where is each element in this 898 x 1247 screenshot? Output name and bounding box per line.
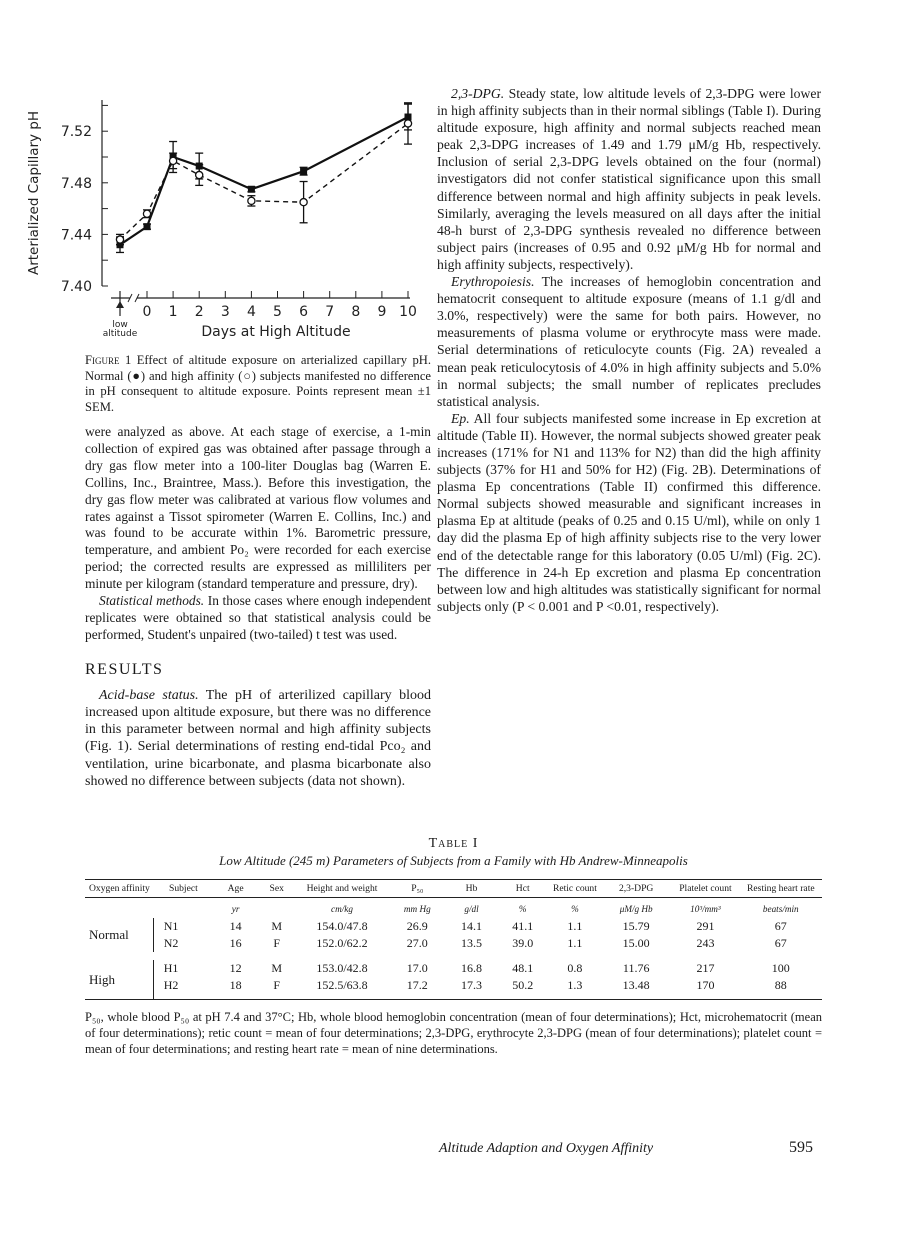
data-point-normal [248,186,255,193]
erythropoiesis-paragraph [437,273,821,410]
header-cell: Retic count [552,883,597,894]
header-cell: Sex [269,883,284,894]
unit-cell: mm Hg [388,898,446,919]
unit-cell: g/dl [446,898,496,919]
caption-text: Effect of altitude exposure on arterialized capillary pH. Normal (●) and high affinity (○) subjects manifested no difference in pH consequent to altitude exposure. Points represent mean ±1 SEM. [85,353,432,414]
unit-cell [153,898,213,919]
data-point-high-affinity [248,197,255,204]
page-footer [437,1141,821,1163]
unit-cell: μM/g Hb [601,898,671,919]
x-tick-label: 9 [377,304,387,320]
header-cell: Resting heart rate [746,883,815,894]
x-tick-label: 6 [299,304,309,320]
group-label: Normal [89,927,129,942]
header-cell: Subject [168,883,198,894]
table-cell: 16.8 [461,961,483,975]
table-cell: 217 [696,961,715,975]
low-altitude-arrowhead [116,301,124,308]
table-cell: 1.1 [567,919,583,933]
data-point-high-affinity [116,236,123,243]
figure-1-caption [85,353,431,415]
data-table [85,879,822,1000]
table-cell: F [273,978,281,992]
unit-cell: yr [214,898,258,919]
methods-paragraph: were analyzed as above. At each stage of exercise, a 1-min collection of expired gas was obtained after passage through a dry gas flow meter into a 100-liter Douglas bag (Warren E. Collins, Inc., Braintree, Mass.). Before this investigation, the dry gas flow meter was calibrated at various flow volumes and rates against a Tissot spirometer (Warren E. Collins, Inc.) and was found to be accurate within 1%. Barometric pressure, temperature, and ambient Po₂ were recorded for each exercise period; the corrected results are expressed as milliliters per minute per kilogram (standard temperature and pressure, dry). [85,424,431,592]
left-column-text [85,424,431,790]
table-cell: 154.0/47.8 [316,919,368,933]
caption-label: Figure 1 [85,353,132,367]
data-point-normal [300,168,307,175]
data-point-high-affinity [404,120,411,127]
x-tick-label: 2 [194,304,204,320]
erythropoiesis-text: The increases of hemoglobin concentration and hematocrit consequent to altitude exposure (means of 1.1 g/dl and 3.0%, respectively) were the same for both pairs. However, no measurements of plasma volume or erythrocyte mass were made. Serial determinations of reticulocyte counts (Fig. 2A) revealed a mean peak reticulocytosis of 4.0% in high affinity subjects and 5.0% in normal subjects; the small number of replicates precludes statistical analysis. [437,274,821,409]
header-cell: Hb [465,883,478,894]
x-tick-label: 3 [220,304,230,320]
header-cell: Age [227,883,244,894]
statistical-methods-text: In those cases where enough independent replicates were obtained so that statistical analysis could be performed, Student's unpaired (two-tailed) t test was used. [85,593,431,642]
statistical-methods-heading: Statistical methods. [99,593,205,609]
table-cell: 170 [696,978,715,992]
table-cell: 291 [696,919,715,933]
unit-cell: % [549,898,601,919]
table-row [85,977,822,1000]
unit-cell: cm/kg [296,898,388,919]
group-label: High [89,971,115,987]
table-cell: 41.1 [512,919,534,933]
table-cell: F [273,936,281,950]
table-cell: 13.48 [622,978,650,992]
data-point-high-affinity [196,171,203,178]
table-cell: 39.0 [512,936,534,950]
ep-paragraph [437,410,821,615]
data-point-normal [144,223,151,230]
header-cell: Hct [515,883,530,894]
acid-base-text: The pH of arterilized capillary blood increased upon altitude exposure, but there was no difference in this parameter between normal and high affinity subjects (Fig. 1). Serial determinations of resting end-tidal Pco₂ and ventilation, urine bicarbonate, and plasma bicarbonate also showed no difference between subjects (data not shown). [85,687,431,789]
table-cell: 12 [229,961,242,975]
table-cell: 67 [774,919,787,933]
table-cell: 48.1 [512,961,534,975]
table-footnote: P₅₀, whole blood P₅₀ at pH 7.4 and 37°C; Hb, whole blood hemoglobin concentration (mean of four determinations); Hct, microhematocrit (mean of four determinations); retic count = mean of four determinations; 2,3-DPG, erythrocyte 2,3-DPG (mean of four determinations); platelet count = mean of four determinations; and resting heart rate = mean of nine determinations. [85,1010,822,1056]
unit-cell: % [497,898,549,919]
table-cell: 27.0 [406,936,428,950]
x-tick-label: 10 [399,304,417,320]
header-cell: P₅₀ [411,883,424,894]
y-axis-label: Arterialized Capillary pH [26,110,42,276]
table-cell: 14.1 [461,919,483,933]
table-cell: 1.3 [567,978,583,992]
data-point-high-affinity [300,199,307,206]
figure-1-chart [0,80,440,350]
y-tick-label: 7.52 [60,124,92,141]
x-tick-label: 1 [168,304,178,320]
x-tick-label: 0 [142,304,152,320]
unit-cell: 10³/mm³ [671,898,739,919]
table-subtitle: Low Altitude (245 m) Parameters of Subjects from a Family with Hb Andrew-Minneapolis [219,853,688,868]
data-point-high-affinity [143,210,150,217]
table-header-row [85,880,822,898]
table-cell: 15.79 [622,919,650,933]
acid-base-paragraph [85,687,431,790]
unit-cell [258,898,296,919]
right-column-text [437,85,821,615]
table-cell: 17.0 [406,961,428,975]
y-tick-label: 7.44 [60,227,92,244]
running-title: Altitude Adaption and Oxygen Affinity [439,1141,654,1156]
dpg-text: Steady state, low altitude levels of 2,3-DPG were lower in high affinity subjects than in their normal siblings (Table I). During altitude exposure, high affinity and normal subjects reached mean peak 2,3-DPG increases of 1.49 and 1.79 μM/g Hb, respectively. Inclusion of serial 2,3-DPG levels obtained on the four (normal) investigators did not confer statistical significance upon this small difference between normal and high affinity subjects in peak levels. Similarly, averaging the levels measured on all days after the initial 48-h burst of 2,3-DPG synthesis revealed no difference between subject pairs (increases of 0.95 and 0.92 μM/g Hb for normal and high affinity subjects, respectively). [437,86,821,272]
table-cell: 17.3 [461,978,483,992]
table-cell: 18 [229,978,242,992]
table-cell: 0.8 [567,961,583,975]
data-point-high-affinity [170,157,177,164]
table-cell: 26.9 [406,919,428,933]
table-row [85,918,822,935]
table-row [85,960,822,977]
x-tick-label: 4 [246,304,256,320]
dpg-heading: 2,3-DPG. [451,86,505,101]
x-tick-label: 7 [325,304,335,320]
table-cell: H2 [153,977,213,1000]
table-units-row [85,898,822,919]
results-heading: RESULTS [85,660,164,678]
table-row [85,935,822,952]
table-cell: 13.5 [461,936,483,950]
y-tick-label: 7.40 [60,279,92,295]
table-cell: M [271,961,283,975]
series-line-high-affinity [120,123,408,239]
ep-text: All four subjects manifested some increase in Ep excretion at altitude (Table II). However, the normal subjects showed greater peak increases (171% for N1 and 113% for N2) than did the high affinity subjects (37% for H1 and 50% for H2) (Fig. 2B). Determinations of plasma Ep concentrations (Table II) confirmed this difference. Normal subjects showed measurable and significant increases in plasma Ep at altitude (peaks of 0.25 and 0.15 U/ml), while on only 1 day did the plasma Ep of high affinity subjects rise to the very lower end of the detectable range for this laboratory (0.05 U/ml) (Fig. 2C). The difference in 24-h Ep excretion and plasma Ep concentration between low and high altitudes was statistically significant for normal subjects only (P < 0.001 and P <0.01, respectively). [437,410,821,614]
x-tick-label: 8 [351,304,361,320]
header-cell: Oxygen affinity [89,883,150,894]
table-cell: 88 [774,978,787,992]
x-axis-label: Days at High Altitude [201,324,351,340]
table-title: Table I [428,836,479,851]
statistical-methods-paragraph [85,593,431,644]
table-cell: M [271,919,283,933]
table-cell: 14 [229,919,242,933]
header-cell: 2,3-DPG [618,883,654,894]
table-cell: 11.76 [622,961,650,975]
table-cell: 243 [696,936,715,950]
table-cell: N1 [153,918,213,935]
table-cell: 50.2 [512,978,534,992]
table-cell: 17.2 [406,978,428,992]
unit-cell [85,898,153,919]
table-cell: 152.5/63.8 [316,978,368,992]
x-tick-label: 5 [273,304,282,320]
table-cell: 16 [229,936,242,950]
y-tick-label: 7.48 [60,175,92,192]
table-cell: 100 [771,961,790,975]
ep-heading: Ep. [451,410,470,426]
dpg-paragraph [437,85,821,273]
low-altitude-label: low [112,320,128,330]
table-cell: 15.00 [622,936,650,950]
table-cell: 67 [774,936,787,950]
low-altitude-label: altitude [102,329,138,339]
row-spacer [85,952,822,960]
table-cell: 153.0/42.8 [316,961,368,975]
table-cell: 152.0/62.2 [316,936,368,950]
header-cell: Platelet count [679,883,732,894]
unit-cell: beats/min [740,898,822,919]
table-cell: 1.1 [567,936,583,950]
page-number: 595 [789,1139,813,1156]
table-1 [85,836,822,1057]
erythropoiesis-heading: Erythropoiesis. [451,274,535,290]
header-cell: Height and weight [306,883,378,894]
acid-base-heading: Acid-base status. [99,687,199,703]
table-cell: H1 [153,960,213,977]
table-cell: N2 [153,935,213,952]
